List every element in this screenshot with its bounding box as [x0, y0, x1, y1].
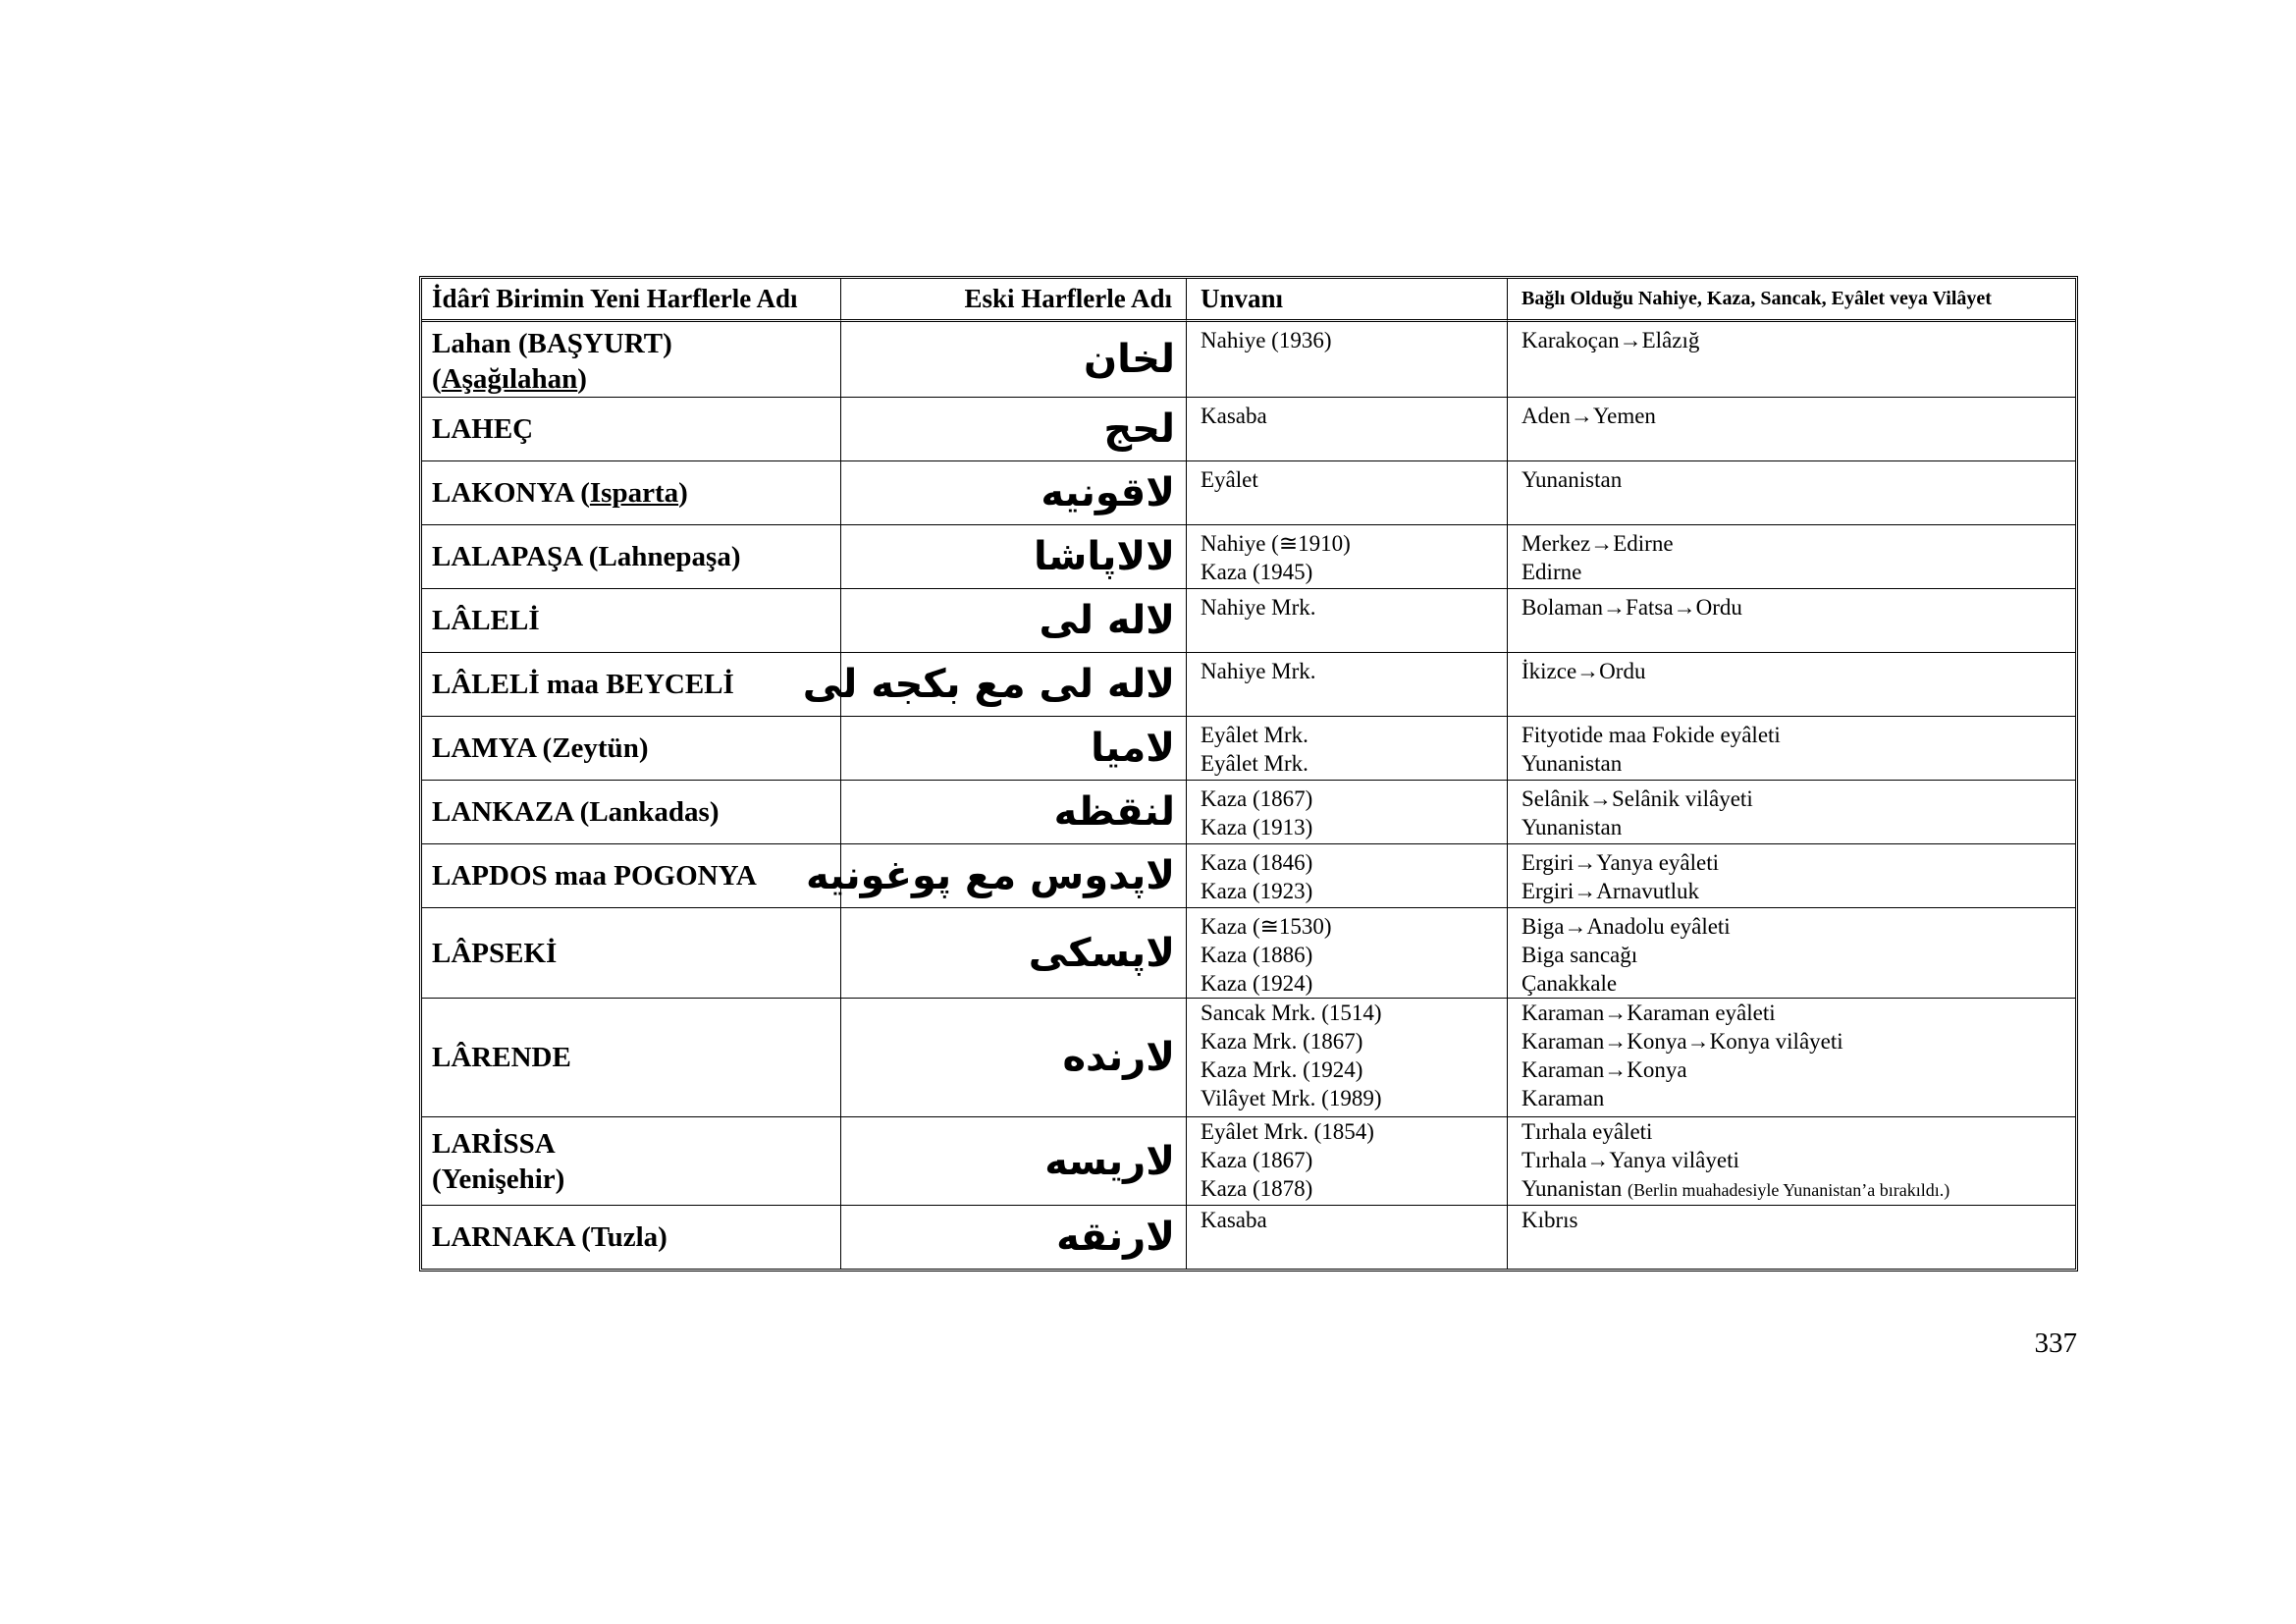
header-new-name: İdârî Birimin Yeni Harflerle Adı: [422, 279, 841, 322]
header-title: Unvanı: [1187, 279, 1508, 322]
old-script-cell: لاله لى مع بكجه لى: [841, 653, 1187, 717]
affiliation-line: Yunanistan: [1522, 751, 1623, 776]
table-row: [422, 908, 2075, 999]
table-row: [422, 589, 2075, 653]
title-cell: [1187, 781, 1508, 844]
affiliation-cell: [1508, 1206, 2075, 1269]
title-line: Kaza (≅1530): [1201, 914, 1332, 939]
affiliation-cell: [1508, 717, 2075, 781]
title-cell: [1187, 653, 1508, 717]
title-line: Vilâyet Mrk. (1989): [1201, 1086, 1382, 1110]
affiliation-line: Selânik→Selânik vilâyeti: [1522, 786, 1753, 811]
title-line: Kaza (1867): [1201, 1148, 1313, 1172]
table-row: [422, 717, 2075, 781]
table-row: [422, 653, 2075, 717]
affiliation-line: Edirne: [1522, 560, 1582, 584]
title-line: Kaza Mrk. (1867): [1201, 1029, 1363, 1054]
name-cell: LÂLELİ: [422, 589, 841, 653]
table-header-row: [422, 279, 2075, 322]
title-cell: [1187, 398, 1508, 461]
title-cell: [1187, 322, 1508, 398]
title-cell: [1187, 525, 1508, 589]
affiliation-cell: [1508, 781, 2075, 844]
table-row: [422, 525, 2075, 589]
affiliation-note: (Berlin muahadesiyle Yunanistan’a bırakıldı.): [1627, 1180, 1950, 1200]
affiliation-cell: [1508, 1117, 2075, 1206]
name-text: LARİSSA: [432, 1127, 556, 1160]
affiliation-line: Biga→Anadolu eyâleti: [1522, 914, 1731, 939]
name-cell: LALAPAŞA (Lahnepaşa): [422, 525, 841, 589]
affiliation-cell: [1508, 908, 2075, 999]
old-script-cell: لالاپاشا: [841, 525, 1187, 589]
title-line: Eyâlet Mrk. (1854): [1201, 1119, 1374, 1144]
name-cell: LAMYA (Zeytün): [422, 717, 841, 781]
name-underlined: Isparta: [589, 477, 679, 509]
affiliation-line: Aden→Yemen: [1522, 404, 1656, 428]
affiliation-line: Bolaman→Fatsa→Ordu: [1522, 595, 1742, 620]
title-line: Kaza Mrk. (1924): [1201, 1057, 1363, 1082]
title-cell: [1187, 844, 1508, 908]
table-row: [422, 1206, 2075, 1269]
gazetteer-table: [419, 276, 2078, 1272]
affiliation-cell: [1508, 461, 2075, 525]
title-line: Kasaba: [1201, 404, 1267, 428]
title-cell: [1187, 717, 1508, 781]
affiliation-line: Fityotide maa Fokide eyâleti: [1522, 723, 1781, 747]
title-cell: [1187, 1117, 1508, 1206]
affiliation-line: Karaman→Konya: [1522, 1057, 1687, 1082]
title-line: Kaza (1886): [1201, 943, 1313, 967]
name-cell: LAHEÇ: [422, 398, 841, 461]
affiliation-cell: [1508, 999, 2075, 1117]
title-line: Sancak Mrk. (1514): [1201, 1001, 1382, 1025]
title-line: Eyâlet Mrk.: [1201, 751, 1308, 776]
affiliation-cell: [1508, 322, 2075, 398]
title-cell: [1187, 461, 1508, 525]
table-row: [422, 1117, 2075, 1206]
title-line: Nahiye Mrk.: [1201, 595, 1316, 620]
table-row: [422, 461, 2075, 525]
title-line: Nahiye (≅1910): [1201, 531, 1351, 556]
name-text: Lahan (BAŞYURT): [432, 328, 672, 359]
name-cell: LÂRENDE: [422, 999, 841, 1117]
title-cell: [1187, 1206, 1508, 1269]
title-cell: [1187, 999, 1508, 1117]
old-script-cell: لاپدوس مع پوغونيه: [841, 844, 1187, 908]
old-script-cell: لاميا: [841, 717, 1187, 781]
affiliation-cell: [1508, 589, 2075, 653]
affiliation-line: Ergiri→Yanya eyâleti: [1522, 850, 1720, 875]
old-script-cell: لاله لى: [841, 589, 1187, 653]
title-line: Kaza (1924): [1201, 971, 1313, 996]
affiliation-line: İkizce→Ordu: [1522, 659, 1646, 683]
header-affiliation: Bağlı Olduğu Nahiye, Kaza, Sancak, Eyâlet veya Vilâyet: [1508, 279, 2075, 322]
title-line: Kasaba: [1201, 1208, 1267, 1232]
affiliation-line: Karaman→Konya→Konya vilâyeti: [1522, 1029, 1843, 1054]
table-row: [422, 398, 2075, 461]
name-cell: LARNAKA (Tuzla): [422, 1206, 841, 1269]
affiliation-line: Karaman: [1522, 1086, 1605, 1110]
affiliation-line: Yunanistan: [1522, 815, 1623, 839]
old-script-cell: لارنده: [841, 999, 1187, 1117]
name-cell: LAPDOS maa POGONYA: [422, 844, 841, 908]
affiliation-cell: [1508, 653, 2075, 717]
table-row: [422, 844, 2075, 908]
page-number: 337: [2034, 1327, 2077, 1359]
name-cell: LAKONYA (Isparta): [422, 461, 841, 525]
old-script-cell: لنقظه: [841, 781, 1187, 844]
title-line: Kaza (1913): [1201, 815, 1313, 839]
title-line: Eyâlet: [1201, 467, 1258, 492]
old-script-cell: لارنقه: [841, 1206, 1187, 1269]
header-old-name: Eski Harflerle Adı: [841, 279, 1187, 322]
old-script-cell: لاقونيه: [841, 461, 1187, 525]
title-cell: [1187, 908, 1508, 999]
affiliation-line: Biga sancağı: [1522, 943, 1638, 967]
title-line: Kaza (1923): [1201, 879, 1313, 903]
title-line: Kaza (1846): [1201, 850, 1313, 875]
title-line: Eyâlet Mrk.: [1201, 723, 1308, 747]
old-script-cell: لاريسه: [841, 1117, 1187, 1206]
affiliation-line: Merkez→Edirne: [1522, 531, 1674, 556]
affiliation-line: Yunanistan: [1522, 467, 1623, 492]
name-underlined: Aşağılahan: [441, 363, 578, 395]
title-line: Kaza (1867): [1201, 786, 1313, 811]
affiliation-line: Ergiri→Arnavutluk: [1522, 879, 1699, 903]
table-row: [422, 781, 2075, 844]
affiliation-line: Tırhala eyâleti: [1522, 1119, 1653, 1144]
affiliation-line: Karaman→Karaman eyâleti: [1522, 1001, 1776, 1025]
affiliation-line: Kıbrıs: [1522, 1208, 1578, 1232]
name-cell: LANKAZA (Lankadas): [422, 781, 841, 844]
table-row: [422, 322, 2075, 398]
old-script-cell: لحج: [841, 398, 1187, 461]
affiliation-cell: [1508, 398, 2075, 461]
affiliation-cell: [1508, 525, 2075, 589]
name-cell: [422, 1117, 841, 1206]
title-line: Nahiye (1936): [1201, 328, 1332, 352]
title-line: Kaza (1945): [1201, 560, 1313, 584]
name-cell: [422, 322, 841, 398]
old-script-cell: لخان: [841, 322, 1187, 398]
table-row: [422, 999, 2075, 1117]
name-cell: LÂLELİ maa BEYCELİ: [422, 653, 841, 717]
name-alt: (Aşağılahan): [432, 363, 587, 395]
name-alt: (Yenişehir): [432, 1163, 565, 1195]
title-line: Nahiye Mrk.: [1201, 659, 1316, 683]
title-line: Kaza (1878): [1201, 1176, 1313, 1201]
affiliation-line: Tırhala→Yanya vilâyeti: [1522, 1148, 1739, 1172]
old-script-cell: لاپسكى: [841, 908, 1187, 999]
affiliation-line: Çanakkale: [1522, 971, 1618, 996]
name-cell: LÂPSEKİ: [422, 908, 841, 999]
title-cell: [1187, 589, 1508, 653]
affiliation-cell: [1508, 844, 2075, 908]
affiliation-line: Karakoçan→Elâzığ: [1522, 328, 1700, 352]
affiliation-line: Yunanistan (Berlin muahadesiyle Yunanistan’a bırakıldı.): [1522, 1176, 1950, 1201]
